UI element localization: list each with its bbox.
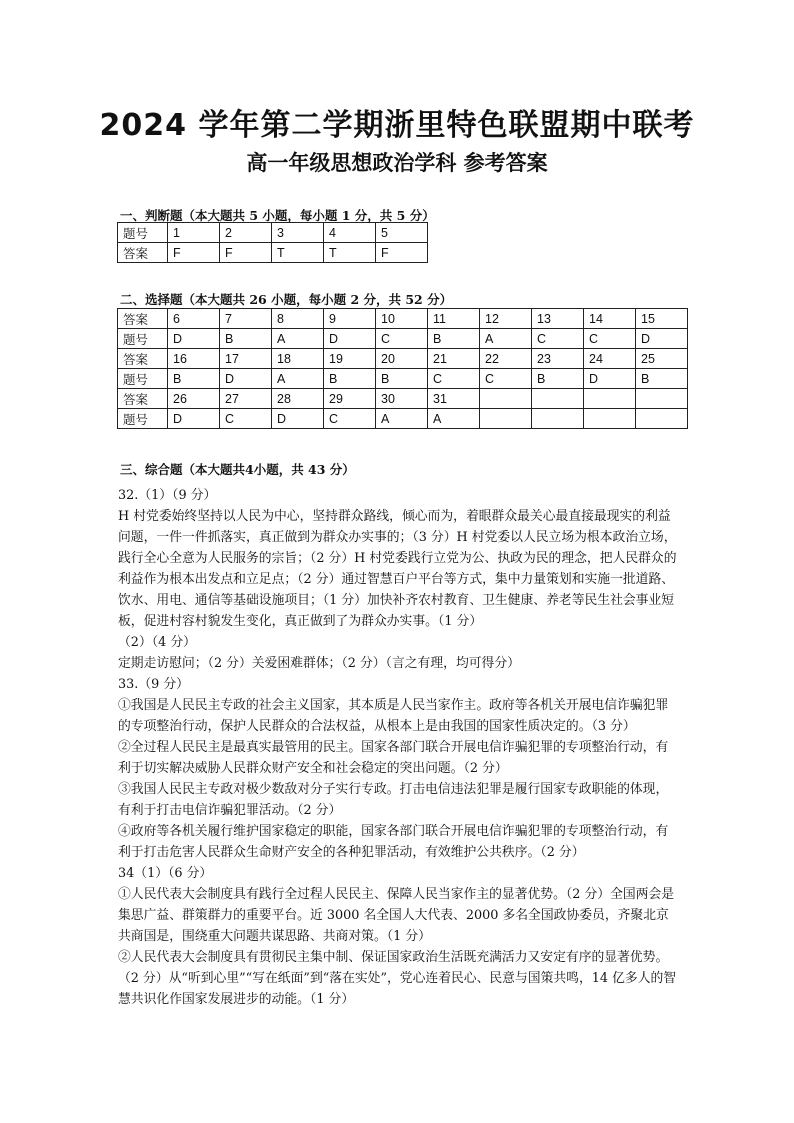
answer-cell: [532, 389, 584, 409]
answer-cell: 13: [532, 309, 584, 329]
answer-cell: 9: [324, 309, 376, 329]
answer-cell: C: [532, 329, 584, 349]
answer-cell: 11: [428, 309, 480, 329]
answer-cell: D: [324, 329, 376, 349]
answer-cell: D: [168, 329, 220, 349]
answer-cell: A: [272, 369, 324, 389]
answer-cell: C: [220, 409, 272, 429]
row-label-cell: 答案: [118, 243, 168, 263]
answer-cell: [584, 409, 636, 429]
answer-cell: D: [168, 409, 220, 429]
answer-cell: 7: [220, 309, 272, 329]
answer-cell: 3: [272, 223, 324, 243]
answer-cell: A: [428, 409, 480, 429]
answer-cell: 18: [272, 349, 324, 369]
answer-cell: 21: [428, 349, 480, 369]
row-label-cell: 答案: [118, 309, 168, 329]
text-line: 定期走访慰问；（2 分）关爱困难群体；（2 分）（言之有理，均可得分）: [118, 656, 520, 671]
answer-cell: 17: [220, 349, 272, 369]
table-row: [118, 223, 428, 243]
answer-cell: F: [168, 243, 220, 263]
answer-cell: 5: [376, 223, 428, 243]
true-false-answer-table: [117, 222, 428, 263]
answer-cell: A: [480, 329, 532, 349]
answer-cell: 15: [636, 309, 688, 329]
answer-cell: B: [324, 369, 376, 389]
answer-cell: 24: [584, 349, 636, 369]
answer-cell: C: [480, 369, 532, 389]
answer-cell: [480, 389, 532, 409]
text-line: ①我国是人民民主专政的社会主义国家，其本质是人民当家作主。政府等各机关开展电信诈骗犯罪的专项整治行动，保护人民群众的合法权益，从根本上是由我国的国家性质决定的。（3 分）: [118, 698, 669, 734]
page-title: 2024 学年第二学期浙里特色联盟期中联考: [99, 108, 695, 143]
answer-cell: C: [376, 329, 428, 349]
answer-cell: 30: [376, 389, 428, 409]
row-label-cell: 题号: [118, 223, 168, 243]
table-row: [118, 369, 688, 389]
answer-cell: 1: [168, 223, 220, 243]
text-line: ②全过程人民民主是最真实最管用的民主。国家各部门联合开展电信诈骗犯罪的专项整治行动，有利于切实解决威胁人民群众财产安全和社会稳定的突出问题。（2 分）: [118, 740, 669, 776]
answer-cell: B: [376, 369, 428, 389]
answer-cell: A: [272, 329, 324, 349]
answer-cell: [636, 409, 688, 429]
section-3-heading: 三、综合题（本大题共4小题，共 43 分）: [120, 462, 355, 477]
text-line: （2）（4 分）: [118, 635, 196, 650]
answer-cell: 27: [220, 389, 272, 409]
text-line: ④政府等各机关履行维护国家稳定的职能，国家各部门联合开展电信诈骗犯罪的专项整治行动，有利于打击危害人民群众生命财产安全的各种犯罪活动，有效维护公共秩序。（2 分）: [118, 824, 669, 860]
answer-cell: [532, 409, 584, 429]
text-line: ①人民代表大会制度具有践行全过程人民民主、保障人民当家作主的显著优势。（2 分）全国两会是集思广益、群策群力的重要平台。近 3000 名全国人大代表、2000 多名全国政协委员，齐聚北京共商国是，围绕重大问题共谋思路、共商对策。（1 分）: [118, 887, 675, 944]
answer-cell: 26: [168, 389, 220, 409]
row-label-cell: 题号: [118, 369, 168, 389]
answer-cell: 2: [220, 223, 272, 243]
table-row: [118, 349, 688, 369]
section-2-heading: 二、选择题（本大题共 26 小题，每小题 2 分，共 52 分）: [120, 292, 453, 307]
answer-cell: A: [376, 409, 428, 429]
choice-answer-table: [117, 308, 688, 429]
table-row: [118, 243, 428, 263]
answer-cell: D: [272, 409, 324, 429]
answer-cell: B: [636, 369, 688, 389]
answer-cell: 8: [272, 309, 324, 329]
answer-cell: C: [428, 369, 480, 389]
answer-cell: C: [324, 409, 376, 429]
text-line: ②人民代表大会制度具有贯彻民主集中制、保证国家政治生活既充满活力又安定有序的显著优势。（2 分）从“听到心里”“写在纸面”到“落在实处”，党心连着民心、民意与国策共鸣，14 亿多人的智慧共识化作国家发展进步的动能。（1 分）: [118, 950, 677, 1007]
answer-cell: [480, 409, 532, 429]
answer-cell: 23: [532, 349, 584, 369]
answer-cell: F: [220, 243, 272, 263]
answer-cell: B: [428, 329, 480, 349]
text-line: 33.（9 分）: [118, 677, 189, 692]
text-line: 34（1）（6 分）: [118, 866, 213, 881]
answer-cell: T: [272, 243, 324, 263]
row-label-cell: 答案: [118, 389, 168, 409]
answer-cell: C: [584, 329, 636, 349]
table-body: [118, 223, 428, 263]
table-row: [118, 409, 688, 429]
table-row: [118, 329, 688, 349]
text-line: 32.（1）（9 分）: [118, 488, 217, 503]
section-3-body: [118, 485, 680, 1010]
answer-cell: T: [324, 243, 376, 263]
answer-cell: 19: [324, 349, 376, 369]
answer-cell: 31: [428, 389, 480, 409]
answer-cell: [584, 389, 636, 409]
table-body: [118, 309, 688, 429]
table-row: [118, 309, 688, 329]
answer-cell: 22: [480, 349, 532, 369]
row-label-cell: 题号: [118, 409, 168, 429]
section-1-heading: 一、判断题（本大题共 5 小题，每小题 1 分，共 5 分）: [120, 208, 435, 223]
row-label-cell: 答案: [118, 349, 168, 369]
answer-cell: F: [376, 243, 428, 263]
answer-cell: 14: [584, 309, 636, 329]
page-subtitle: 高一年级思想政治学科 参考答案: [246, 151, 548, 175]
answer-cell: 12: [480, 309, 532, 329]
answer-cell: 16: [168, 349, 220, 369]
answer-cell: 6: [168, 309, 220, 329]
answer-cell: D: [220, 369, 272, 389]
answer-cell: B: [168, 369, 220, 389]
answer-cell: 4: [324, 223, 376, 243]
table-row: [118, 389, 688, 409]
answer-cell: B: [532, 369, 584, 389]
text-line: ③我国人民民主专政对极少数敌对分子实行专政。打击电信违法犯罪是履行国家专政职能的体现，有利于打击电信诈骗犯罪活动。（2 分）: [118, 782, 669, 818]
text-line: H 村党委始终坚持以人民为中心，坚持群众路线，倾心而为，着眼群众最关心最直接最现实的利益问题，一件一件抓落实，真正做到为群众办实事的；（3 分）H 村党委以人民立场为根本政治立场，践行全心全意为人民服务的宗旨；（2 分）H 村党委践行立党为公、执政为民的理念，把人民群众的利益作为根本出发点和立足点；（2 分）通过智慧百户平台等方式，集中力量策划和实施一批道路、饮水、用电、通信等基础设施项目；（1 分）加快补齐农村教育、卫生健康、养老等民生社会事业短板，促进村容村貌发生变化，真正做到了为群众办实事。（1 分）: [118, 509, 677, 629]
answer-cell: 10: [376, 309, 428, 329]
answer-cell: B: [220, 329, 272, 349]
answer-cell: 29: [324, 389, 376, 409]
answer-cell: D: [584, 369, 636, 389]
answer-cell: [636, 389, 688, 409]
row-label-cell: 题号: [118, 329, 168, 349]
answer-cell: 28: [272, 389, 324, 409]
answer-cell: 25: [636, 349, 688, 369]
answer-cell: 20: [376, 349, 428, 369]
answer-cell: D: [636, 329, 688, 349]
